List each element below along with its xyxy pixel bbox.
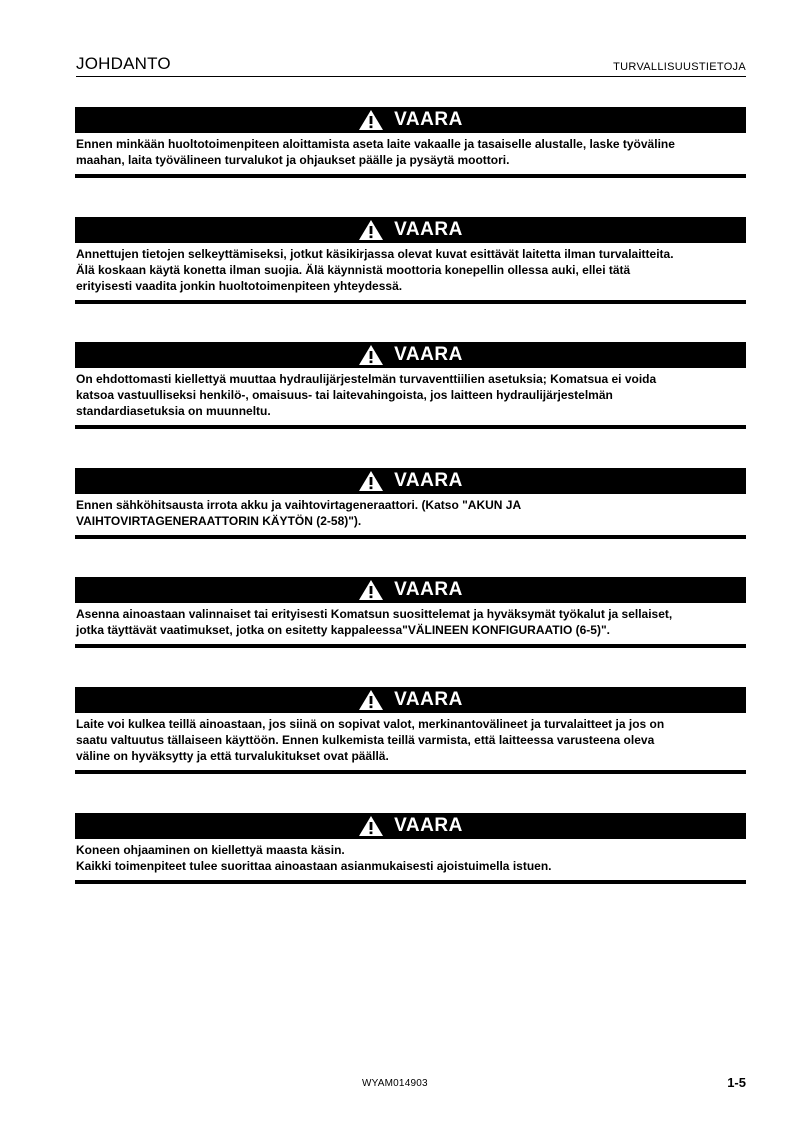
warning-block — [75, 813, 746, 884]
warning-banner — [75, 107, 746, 133]
warning-label: VAARA — [394, 689, 463, 710]
warning-triangle-icon — [358, 219, 384, 241]
warning-triangle-icon — [358, 344, 384, 366]
warning-label: VAARA — [394, 470, 463, 491]
warning-text — [75, 494, 746, 529]
warning-text — [75, 839, 746, 874]
warning-text — [75, 603, 746, 638]
warning-label: VAARA — [394, 815, 463, 836]
warning-banner — [75, 217, 746, 243]
warning-banner — [75, 342, 746, 368]
warning-block — [75, 687, 746, 774]
warning-triangle-icon — [358, 109, 384, 131]
warning-text-line: Älä koskaan käytä konetta ilman suojia. Älä käynnistä moottoria konepellin ollessa auki, ellei tätä — [76, 263, 631, 277]
warning-divider — [75, 174, 746, 178]
warning-text-line: Ennen minkään huoltotoimenpiteen aloittamista aseta laite vakaalle ja tasaiselle alustalle, laske työväline — [76, 137, 675, 151]
warning-label: VAARA — [394, 219, 463, 240]
warning-text-line: väline on hyväksytty ja että turvalukitukset ovat päällä. — [76, 749, 389, 763]
section-title: JOHDANTO — [76, 54, 171, 73]
warning-text-line: Ennen sähköhitsausta irrota akku ja vaihtovirtageneraattori. (Katso "AKUN JA — [76, 498, 522, 512]
warning-divider — [75, 770, 746, 774]
warning-text-line: Koneen ohjaaminen on kiellettyä maasta käsin. — [76, 843, 345, 857]
document-code: WYAM014903 — [362, 1078, 428, 1089]
warning-text-line: jotka täyttävät vaatimukset, jotka on esitetty kappaleessa"VÄLINEEN KONFIGURAATIO (6-5)". — [76, 623, 610, 637]
warning-label: VAARA — [394, 579, 463, 600]
warning-text-line: Annettujen tietojen selkeyttämiseksi, jotkut käsikirjassa olevat kuvat esittävät laitetta ilman turvalaitteita. — [76, 247, 674, 261]
warning-block — [75, 342, 746, 429]
warning-text — [75, 133, 746, 168]
warning-text-line: katsoa vastuulliseksi henkilö-, omaisuus- tai laitevahingoista, jos laitteen hydraulijärjestelmän — [76, 388, 613, 402]
warning-text-line: Asenna ainoastaan valinnaiset tai erityisesti Komatsun suosittelemat ja hyväksymät työkalut ja sellaiset, — [76, 607, 673, 621]
page-number: 1-5 — [727, 1075, 746, 1090]
warning-text-line: saatu valtuutus tällaiseen käyttöön. Ennen kulkemista teillä varmista, että laitteessa varusteena oleva — [76, 733, 655, 747]
warning-triangle-icon — [358, 579, 384, 601]
warning-triangle-icon — [358, 689, 384, 711]
warning-divider — [75, 880, 746, 884]
warning-banner — [75, 468, 746, 494]
warning-block — [75, 577, 746, 648]
warning-text-line: Kaikki toimenpiteet tulee suorittaa ainoastaan asianmukaisesti ajoistuimella istuen. — [76, 859, 552, 873]
warning-text — [75, 368, 746, 419]
warning-divider — [75, 300, 746, 304]
warning-banner — [75, 577, 746, 603]
page-header — [76, 54, 746, 77]
warning-text — [75, 243, 746, 294]
warning-text-line: On ehdottomasti kiellettyä muuttaa hydraulijärjestelmän turvaventtiilien asetuksia; Komatsua ei voida — [76, 372, 657, 386]
warning-divider — [75, 425, 746, 429]
warning-block — [75, 107, 746, 178]
warning-divider — [75, 644, 746, 648]
warning-text-line: standardiasetuksia on muunneltu. — [76, 404, 271, 418]
warning-block — [75, 468, 746, 539]
warning-triangle-icon — [358, 815, 384, 837]
warning-text — [75, 713, 746, 764]
warning-label: VAARA — [394, 344, 463, 365]
warning-label: VAARA — [394, 109, 463, 130]
warning-text-line: VAIHTOVIRTAGENERAATTORIN KÄYTÖN (2-58)"). — [76, 514, 362, 528]
warning-text-line: erityisesti vaadita jonkin huoltotoimenpiteen yhteydessä. — [76, 279, 403, 293]
warning-triangle-icon — [358, 470, 384, 492]
warning-banner — [75, 687, 746, 713]
warning-divider — [75, 535, 746, 539]
topic-title: TURVALLISUUSTIETOJA — [613, 61, 746, 73]
warning-text-line: Laite voi kulkea teillä ainoastaan, jos siinä on sopivat valot, merkinantovälineet ja turvalaitteet ja jos on — [76, 717, 665, 731]
warning-block — [75, 217, 746, 304]
warning-text-line: maahan, laita työvälineen turvalukot ja ohjaukset päälle ja pysäytä moottori. — [76, 153, 510, 167]
warning-banner — [75, 813, 746, 839]
